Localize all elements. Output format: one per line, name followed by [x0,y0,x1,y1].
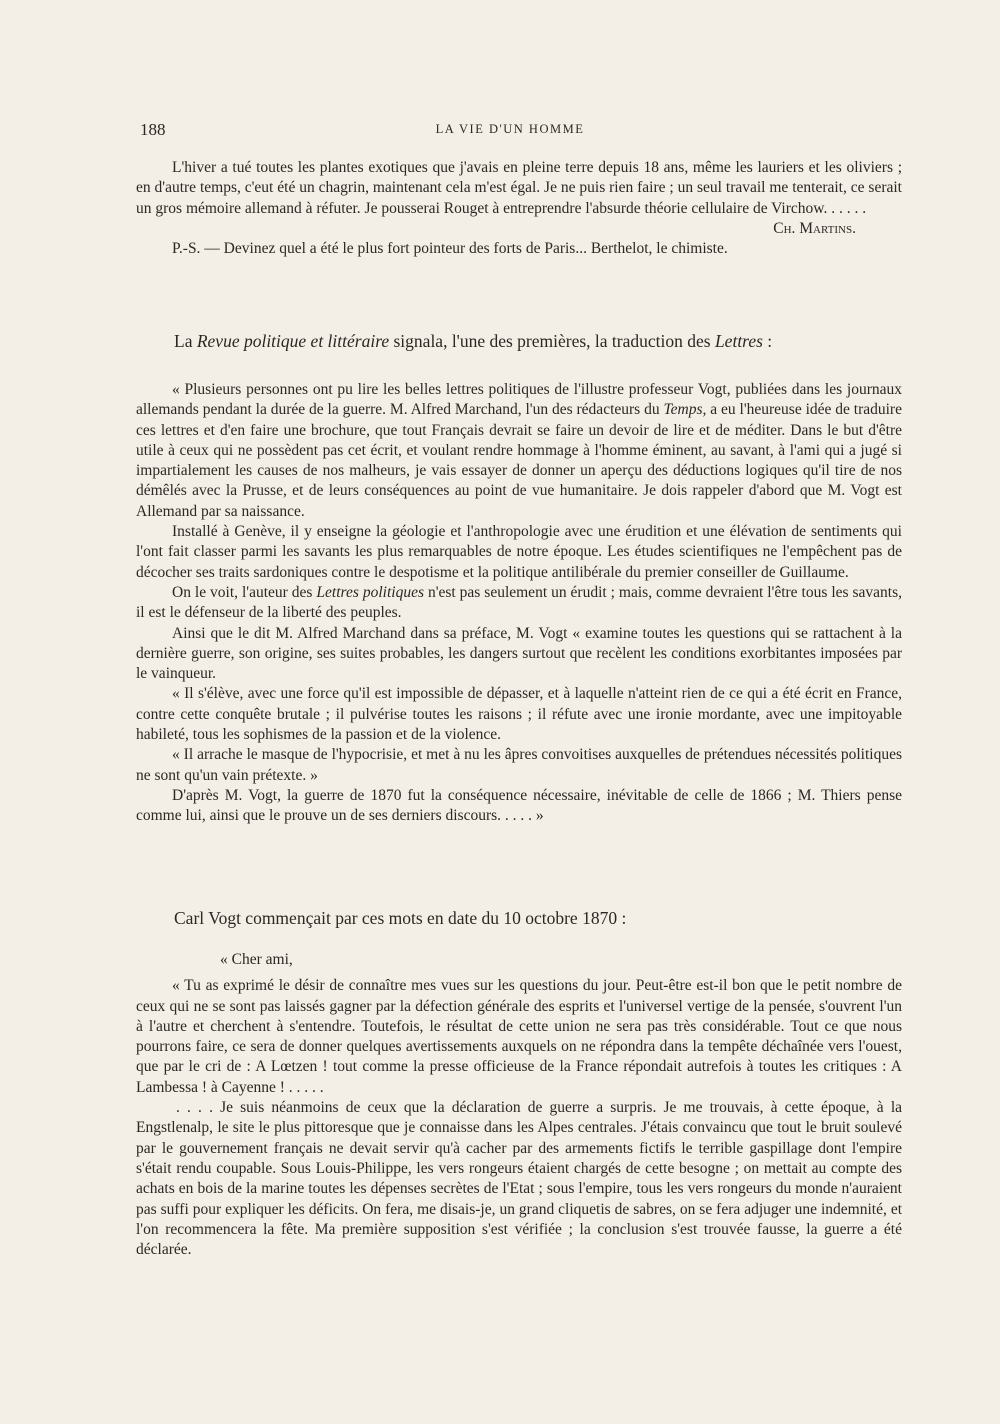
intro-revue-sentence [136,330,902,352]
letter-postscript: P.-S. — Devinez quel a été le plus fort pointeur des forts de Paris... Berthelot, le chimiste. [172,240,728,258]
quote-paragraph-3 [136,583,902,624]
quote-p1-start: « Plusieurs personnes ont pu lire les belles lettres politiques de l'illustre professeur Vogt, publiées dans les journaux allemands pendant la durée de la guerre. M. Alfred Marchand, l'un des rédacteurs du [136,381,902,419]
vogt-paragraph-2: . . . . Je suis néanmoins de ceux que la déclaration de guerre a surpris. Je me trouvais, à cette époque, à la Engstlenalp, le site le plus pittoresque que je connaisse dans les Alpes centrales. J'étais convaincu que tout le bruit soulevé par le gouvernement français ne devait servir qu'à cacher par des armements fictifs le terrible gaspillage dont l'empire s'était rendu coupable. Sous Louis-Philippe, les vers rongeurs étaient chargés de cette besogne ; on mettait au compte des achats en bois de la marine toutes les dépenses secrètes de l'Etat ; sous l'empire, tous les vers rongeurs du monde n'auraient pas suffi pour expliquer les déficits. On fera, me disais-je, un grand cliquetis de sabres, on se fera adjuger une indemnité, et l'on recommencera la fête. Ma première supposition s'est vérifiée ; la conclusion s'est trouvée fausse, la guerre a été déclarée. [136,1099,902,1259]
intro-vogt [136,907,902,929]
running-title: LA VIE D'UN HOMME [435,122,585,136]
quote-paragraph-2: Installé à Genève, il y enseigne la géologie et l'anthropologie avec une érudition et une élévation de sentiments qui l'ont fait classer parmi les savants les plus remarquables de notre époque. Les études scientifiques ne l'empêchent pas de décocher ses traits sardoniques contre le despotisme et la politique antilibérale du premier conseiller de Guillaume. [136,523,902,581]
revue-quotation [136,380,902,827]
revue-title: Revue politique et littéraire [196,331,390,351]
quote-paragraph-7: D'après M. Vogt, la guerre de 1870 fut la conséquence nécessaire, inévitable de celle de 1866 ; M. Thiers pense comme lui, ainsi que le prouve un de ses derniers discours. . . . . » [136,786,902,825]
intro-vogt-sentence: Carl Vogt commençait par ces mots en date du 10 octobre 1870 : [174,908,627,928]
page-number: 188 [140,120,166,139]
letter-signature: Ch. Martins. [773,219,856,237]
martins-letter-excerpt [136,158,902,259]
running-header [140,120,880,142]
intro-revue [136,330,902,352]
quote-paragraph-5: « Il s'élève, avec une force qu'il est impossible de dépasser, et à laquelle n'atteint rien de ce qui a été écrit en France, contre cette conquête brutale ; il pulvérise toutes les raisons ; il réfute avec une ironie mordante, avec une impitoyable habileté, tous les sophismes de la passion et de la violence. [136,685,902,744]
lettres-title: Lettres [714,331,763,351]
temps-title: Temps, [663,401,707,419]
intro-revue-middle: signala, l'une des premières, la traduction des [389,331,715,351]
letter-paragraph: L'hiver a tué toutes les plantes exotiques que j'avais en pleine terre depuis 18 ans, même les lauriers et les oliviers ; en d'autre temps, c'eut été un chagrin, maintenant cela m'est égal. Je ne puis rien faire ; un seul travail me tenterait, ce serait un gros mémoire allemand à réfuter. Je pousserai Rouget à entreprendre l'absurde théorie cellulaire de Virchow. . . . . . [136,159,902,217]
letter-salutation: « Cher ami, [220,951,293,968]
quote-p1-end: a eu l'heureuse idée de traduire ces lettres et d'en faire une brochure, que tout Français devrait se faire un devoir de lire et de méditer. Dans le but d'être utile à ceux qui ne possèdent pas cet écrit, et voulant rendre hommage à l'homme éminent, au savant, à l'ami qui a jugé si impartialement les causes de nos malheurs, je vais essayer de donner un aperçu des déductions logiques qu'il tire de nos démêlés avec la Prusse, et de leurs conséquences au point de vue humanitaire. Je dois rappeler d'abord que M. Vogt est Allemand par sa naissance. [136,401,902,520]
intro-revue-after: : [762,331,773,351]
vogt-letter [136,950,902,1260]
lettres-politiques-title: Lettres politiques [316,583,424,601]
quote-paragraph-4: Ainsi que le dit M. Alfred Marchand dans sa préface, M. Vogt « examine toutes les questions qui se rattachent à la dernière guerre, son origine, ses suites probables, les dangers surtout que recèlent les conditions exorbitantes imposées par le vainqueur. [136,624,902,683]
vogt-paragraph-1: « Tu as exprimé le désir de connaître mes vues sur les questions du jour. Peut-être est-il bon que le petit nombre de ceux qui ne se sont pas laissés gagner par la défection générale des esprits et l'universel vertige de la pensée, s'ouvrent l'un à l'autre et cherchent à s'entendre. Toutefois, le résultat de cette union ne sera pas très considérable. Tout ce que nous pourrons faire, ce sera de donner quelques avertissements auxquels on ne répondra dans la tempête déchaînée vers l'ouest, que par le cri de : A Lœtzen ! tout comme la presse officieuse de la France répondait autrefois à toutes les critiques : A Lambessa ! à Cayenne ! . . . . . [136,977,902,1096]
intro-revue-before: La [174,331,197,351]
quote-paragraph-6: « Il arrache le masque de l'hypocrisie, et met à nu les âpres convoitises auxquelles de prétendues nécessités politiques ne sont qu'un vain prétexte. » [136,746,902,784]
quote-paragraph-1 [136,380,902,522]
quote-p3-start: On le voit, l'auteur des [172,583,317,601]
quote-p3-end: n'est pas seulement un érudit ; mais, comme devraient l'être tous les savants, il est le défenseur de la liberté des peuples. [136,583,902,622]
